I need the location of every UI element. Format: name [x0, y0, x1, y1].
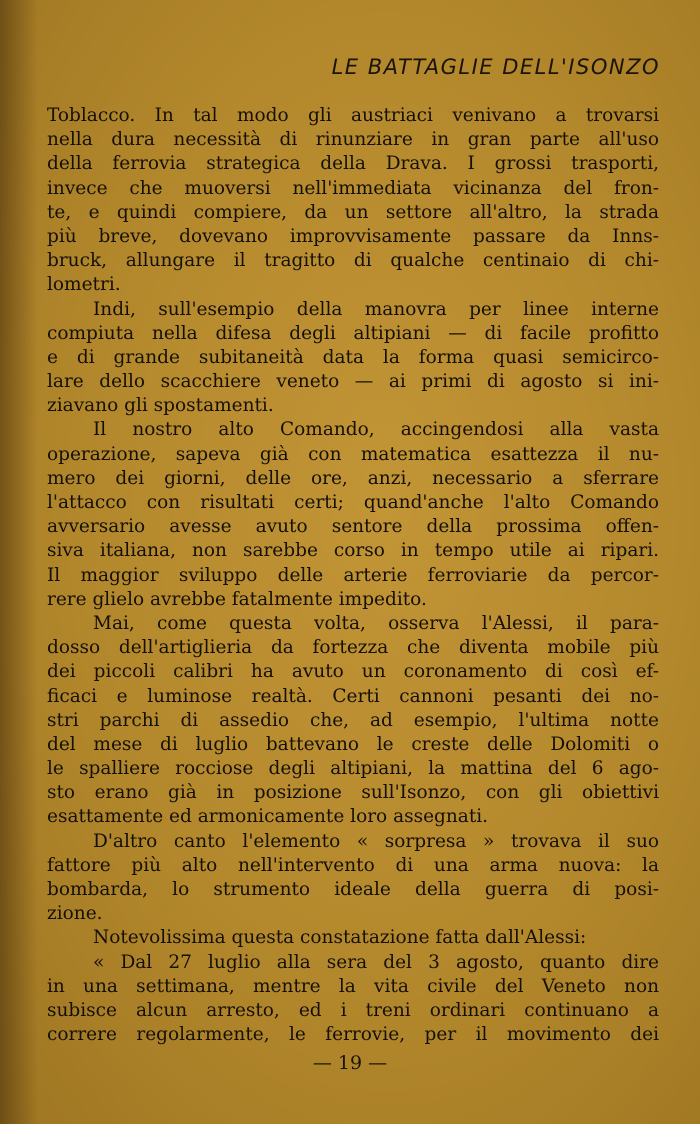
text-line: subisce alcun arresto, ed i treni ordinari continuano a [47, 999, 659, 1021]
text-line: della ferrovia strategica della Drava. I grossi trasporti, [47, 153, 659, 175]
text-line: operazione, sapeva già con matematica esattezza il nu- [47, 443, 659, 465]
text-line: e di grande subitaneità data la forma quasi semicirco- [47, 346, 659, 368]
text-line: stri parchi di assedio che, ad esempio, l'ultima notte [47, 709, 659, 731]
text-line: sto erano già in posizione sull'Isonzo, con gli obiettivi [47, 782, 659, 804]
text-line: compiuta nella difesa degli altipiani — di facile profitto [47, 322, 659, 344]
text-line: D'altro canto l'elemento « sorpresa » trovava il suo [93, 830, 659, 852]
text-line: dosso dell'artiglieria da fortezza che diventa mobile più [47, 637, 659, 659]
text-line: Indi, sull'esempio della manovra per linee interne [93, 298, 659, 320]
text-line: « Dal 27 luglio alla sera del 3 agosto, quanto dire [93, 951, 659, 973]
text-line: Il nostro alto Comando, accingendosi alla vasta [93, 419, 659, 441]
text-line: le spalliere rocciose degli altipiani, la mattina del 6 ago- [47, 758, 659, 780]
body-text [47, 104, 659, 1047]
running-head: LE BATTAGLIE DELL'ISONZO [331, 55, 660, 79]
text-line: in una settimana, mentre la vita civile del Veneto non [47, 975, 659, 997]
text-line: invece che muoversi nell'immediata vicinanza del fron- [47, 177, 659, 199]
text-line: zione. [47, 903, 103, 925]
text-line: Toblacco. In tal modo gli austriaci venivano a trovarsi [47, 105, 659, 126]
text-line: fattore più alto nell'intervento di una arma nuova: la [47, 854, 659, 876]
text-line: correre regolarmente, le ferrovie, per il movimento dei [47, 1024, 659, 1046]
text-line: esattamente ed armonicamente loro assegnati. [47, 806, 489, 828]
binding-shadow [0, 0, 38, 1124]
text-line: lare dello scacchiere veneto — ai primi di agosto si ini- [47, 371, 659, 393]
text-line: l'attacco con risultati certi; quand'anche l'alto Comando [47, 492, 659, 513]
text-line: Notevolissima questa constatazione fatta dall'Alessi: [93, 927, 587, 949]
text-line: bruck, allungare il tragitto di qualche centinaio di chi- [47, 250, 659, 272]
text-line: ficaci e luminose realtà. Certi cannoni pesanti dei no- [47, 685, 659, 707]
text-line: mero dei giorni, delle ore, anzi, necessario a sferrare [47, 467, 659, 489]
text-line: siva italiana, non sarebbe corso in tempo utile ai ripari. [47, 540, 659, 562]
text-line: avversario avesse avuto sentore della prossima offen- [47, 516, 659, 538]
text-line: più breve, dovevano improvvisamente passare da Inns- [47, 225, 659, 247]
page-number: — 19 — [312, 1052, 388, 1074]
text-line: Mai, come questa volta, osserva l'Alessi, il para- [93, 612, 659, 634]
text-line: te, e quindi compiere, da un settore all'altro, la strada [47, 201, 659, 223]
text-line: Il maggior sviluppo delle arterie ferroviarie da percor- [47, 564, 659, 586]
text-line: rere glielo avrebbe fatalmente impedito. [47, 588, 427, 610]
text-line: bombarda, lo strumento ideale della guerra di posi- [47, 879, 659, 900]
text-line: lometri. [47, 274, 121, 296]
text-line: del mese di luglio battevano le creste delle Dolomiti o [47, 733, 659, 755]
text-line: ziavano gli spostamenti. [47, 395, 274, 417]
text-line: dei piccoli calibri ha avuto un coronamento di così ef- [47, 661, 659, 683]
text-line: nella dura necessità di rinunziare in gran parte all'uso [47, 129, 659, 151]
